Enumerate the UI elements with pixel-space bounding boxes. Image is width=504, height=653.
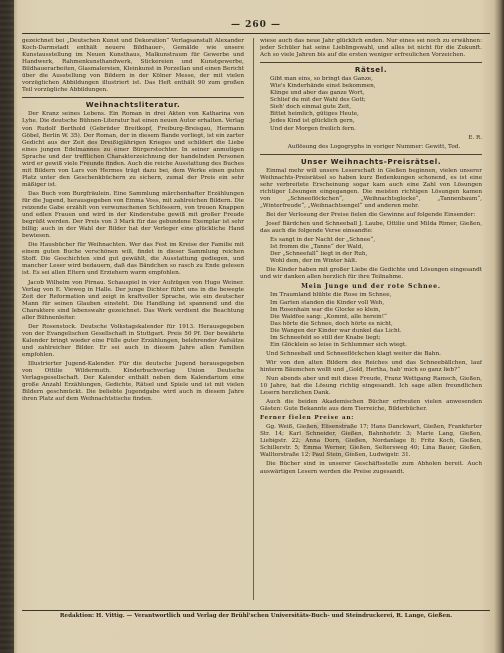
verse-line: Der „Schneefall“ liegt in der Ruh, xyxy=(270,251,368,258)
raetsel-poem xyxy=(260,76,482,132)
verse-line: Die Wangen der Kinder war dunkel das Licht. xyxy=(270,327,402,334)
left-paragraph: Der Rosenstock. Deutsche Volkstagskalender für 1913. Herausgegeben von der Evangelischen Gesellschaft in Stuttgart. Preis 50 Pf. Der bewährte Kalender bringt wieder eine Fülle guter Erzählungen, belehrender Aufsätze und zahlreicher Bilder. Er sei auch in diesem Jahre allen Familien empfohlen. xyxy=(22,323,244,358)
left-paragraph: Jacob Wilhelm von Pirnau. Schauspiel in vier Aufzügen von Hugo Weiner. Verlag von E. Vieweg in Halle. Der junge Dichter führt uns in die bewegte Zeit der Reformation und zeigt in kraftvoller Sprache, wie ein deutscher Mann für seinen Glauben einsteht. Die Handlung ist spannend und die Charaktere sind lebenswahr gezeichnet. Das Werk verdient die Beachtung aller Bühnenleiter. xyxy=(22,279,244,321)
right-paragraph: Und Schneeball und Schneeflöckchen klagt weiter die Bahn. xyxy=(266,350,441,357)
verse-line: Das hörte die Schnee, doch hörte es nicht, xyxy=(270,320,393,327)
right-intro-paragraph: wiese auch das neue Jahr glücklich enden. Nur eines sei noch zu erwähnen: jeder Schüler hat seine Lieblingswahl, und alles ist nicht für die Zukunft. Ach so viele Jahren bis auf die ersten weniger erfreulichen Vorzeichen. xyxy=(260,38,482,59)
right-paragraph: Nun abends aber und mit diese Freude, Franz Wettgang Ramsch, Gießen, 10 Jahre, hat die Lösung richtig eingesandt. Ich sage allen freundlichen Lesern herzlichen Dank. xyxy=(260,375,482,397)
verse-line: Ist fromm die „Tanne“ der Wald, xyxy=(270,244,364,251)
left-paragraph: Das Buch vom Burgfräulein. Eine Sammlung märchenhafter Erzählungen für die Jugend, herausgegeben von Emma Voss, mit zahlreichen Bildern. Die reizende Gabe erzählt von verwunschenen Schlössern, von treuen Knappen und edlen Frauen und wird in der Kinderstube gewiß mit großer Freude begrüßt werden. Der Preis von 3 Mark für das gebundene Exemplar ist sehr billig; auch in der Wahl der Bilder hat der Verleger eine glückliche Hand bewiesen. xyxy=(22,190,244,240)
poem-line: Wie's Kinderhände einst bekommen, xyxy=(270,83,376,90)
imprint-footer: Redaktion: H. Vittig. — Verantwortlich und Verlag der Brühl'schen Universitäts-Buch- und Steindruckerei, R. Lange, Gießen. xyxy=(22,610,490,620)
right-paragraph: Bei der Verlosung der Preise fielen die Gewinne auf folgende Einsender: xyxy=(266,211,476,218)
left-paragraph: Die Hausbücher für Weihnachten. Wer das Fest im Kreise der Familie mit einem guten Buche verschönen will, findet in dieser Sammlung reichen Stoff. Die Geschichten sind gut gewählt, die Ausstattung gediegen, und mancher Leser wird bedauern, daß das Bändchen so rasch zu Ende gelesen ist. Es sei allen Eltern und Erziehern warm empfohlen. xyxy=(22,242,244,277)
raetsel-solution: Auflösung des Logogryphs in voriger Nummer: Gewitt, Tod. xyxy=(287,143,461,150)
verse-line: Wohl dem, der im Winter hält. xyxy=(270,258,358,265)
left-intro-paragraph: gezeichnet bei „Deutschen Kunst und Dekoration“ Verlagsanstalt Alexander Koch-Darmstadt enthält neuere Bildhauer-, Gemälde wie unsere Kunstausstellung im Neuen Kunsthaus, Malkunstraum für Gewerbe und Handwerk, Rahmenkunsthandwerk, Stickereien und Kunstgewerbe, Bildhauerarbeiten, Glasmalereien, Kleinkunst in Porzellan und einen Bericht über die Ausstellung von Bildern in der Kölner Messe, der mit vielen vorzüglichen Abbildungen illustriert ist. Das Heft enthält 90 zum großen Teil vorzügliche Abbildungen. xyxy=(22,38,244,94)
page-number: — 260 — xyxy=(230,20,282,30)
verse-line: Im Garten standen die Kinder voll Weh, xyxy=(270,299,385,306)
heading-preisraetsel: Unser Weihnachts-Preisrätsel. xyxy=(260,154,482,165)
poem-line: Jedes Kind ist glücklich gern, xyxy=(270,118,355,125)
verse-line: Im Schneefeld so still der Knabe liegt; xyxy=(270,334,381,341)
verse-line: Ein Glöcklein so leise in Schlummer sich wiegt. xyxy=(270,341,407,348)
column-divider xyxy=(253,38,254,600)
poem-line: Und der Morgen freilich fern. xyxy=(270,125,356,132)
header-rule xyxy=(22,33,490,34)
winners-title: Ferner fielen Preise an: xyxy=(260,415,355,422)
verse-block xyxy=(260,237,482,265)
poem-line: Bittet heimlich, gütiges Heute, xyxy=(270,111,359,118)
closing-paragraph: Die Bücher sind in unserer Geschäftsstelle zum Abholen bereit. Auch auswärtigen Lesern werden die Preise zugesandt. xyxy=(260,461,482,475)
verse-line: Es sangt in der Nacht der „Schnee“, xyxy=(270,237,376,244)
poem-line: Sieh' doch einmal gute Zeit, xyxy=(270,104,352,111)
poem-line: Gibt man eins, so bringt das Ganze, xyxy=(270,76,373,83)
left-paragraph: Der Kranz seines Lebens. Ein Roman in drei Akten von Katharina von Lyhe. Die deutsche Bühnen-Literatur hat einen neuen Autor erhalten. Verlag von Rudolf Berthold (Gebrüder Breitkopf, Freiburg-Breisgau, Hermann Göbel, Berlin W. 35). Der Roman, der in diesem Bande vorliegt, ist ein zarter Gedicht aus der Zeit des Dreißigjährigen Krieges und schildert die Liebe eines jungen Edelmannes zu einer Bürgerstochter. In seiner anmutigen Sprache und der trefflichen Charakterzeichnung der handelnden Personen wird er gewiß viele Freunde finden. Auch die reiche Ausstattung des Buches mit Bildern von Lars von Hermes trägt dazu bei, dem Werke einen guten Platz unter den Geschenkbüchern zu sichern, zumal der Preis ein sehr mäßiger ist. xyxy=(22,111,244,188)
heading-weihnachtsliteratur: Weihnachtsliteratur. xyxy=(22,97,244,108)
poem-signature: E. R. xyxy=(468,134,482,141)
winners-list: Gg. Weiß, Gießen, Elisenstraße 17; Hans Danckwart, Gießen, Frankfurter Str. 14; Karl Schneider, Gießen, Bahnhofstr. 3; Marie Lang, Gießen, Liebigstr. 22; Anna Dorn, Gießen, Nordanlage 8; Fritz Koch, Gießen, Schillerstr. 5; Emma Werner, Gießen, Seltersweg 40; Lina Bauer, Gießen, Walltorstraße 12; Paul Stein, Gießen, Ludwigstr. 31. xyxy=(260,424,482,459)
newspaper-page xyxy=(22,20,490,632)
poem-line: Schlief du mit der Wahl des Gott; xyxy=(270,97,366,104)
left-paragraph: Illustrierter Jugend-Kalender. Für die deutsche Jugend herausgegeben von Ottilie Wildermuth. Kinderbuchverlag Union Deutsche Verlagsgesellschaft. Der Kalender enthält neben dem Kalendarium eine große Anzahl Erzählungen, Gedichte, Rätsel und Spiele und ist mit vielen Bildern geschmückt. Die beliebte Jugendgabe wird auch in diesem Jahre ihren Platz auf dem Weihnachtstische finden. xyxy=(22,361,244,403)
verse-line: Die Waldfee sang: „Kommt, alle herein!“ xyxy=(270,313,387,320)
right-paragraph: Wir von den alten Bildern des Reiches und das Schneebällchen, lauf hinterm Bäumchen wollt und „Gold, Hertha, hab' mich so ganz lieb?“ xyxy=(260,359,482,373)
right-paragraph: Einmal mehr will unsere Leserschaft in Gießen beginnen, vielen unserer Weihnachts-Preisrätsel so haben kurz Bedenkungen schonend, es ist eine sehr verbreitete Erscheinung sogar kam auch eine Zahl von Lösungen richtiger Lösungen eingegangen. Die meisten richtigen Lösungen kamen von „Schneeflöckchen“, „Weihnachtsglocke“, „Tannenbaum“, „Winterfreude“, „Weihnachtsengel“ und anderen mehr. xyxy=(260,167,482,209)
right-paragraph: Josef Bärdchen und Schneeball J. Laube, Ottilie und Milda Rimer, Gießen, das auch die folgende Verse einsandte: xyxy=(260,221,482,235)
right-paragraph: Auch die beiden Akademischen Bücher erfreuten vielen anwesenden Gästen: Gute Bekannte aus dem Tierreiche, Bilderbücher. xyxy=(260,399,482,413)
poem-line: Klinge und aber das ganze Wort, xyxy=(270,90,365,97)
verse-block xyxy=(260,292,482,348)
subheading-roter-schnee: Mein Junge und der rote Schnee. xyxy=(301,283,441,291)
verse-line: Im Traumland blühte die Rose im Schnee, xyxy=(270,292,392,299)
verse-line: Im Rosenhain war die Glocke so klein, xyxy=(270,306,381,313)
left-column xyxy=(22,38,244,604)
book-binding-edge xyxy=(0,0,14,653)
right-column xyxy=(260,38,482,604)
heading-raetsel: Rätsel. xyxy=(260,62,482,73)
right-paragraph: Die Kinder haben mit großer Liebe die Gedichte und Lösungen eingesandt und wir danken allen herzlich für ihre Teilnahme. xyxy=(260,267,482,281)
